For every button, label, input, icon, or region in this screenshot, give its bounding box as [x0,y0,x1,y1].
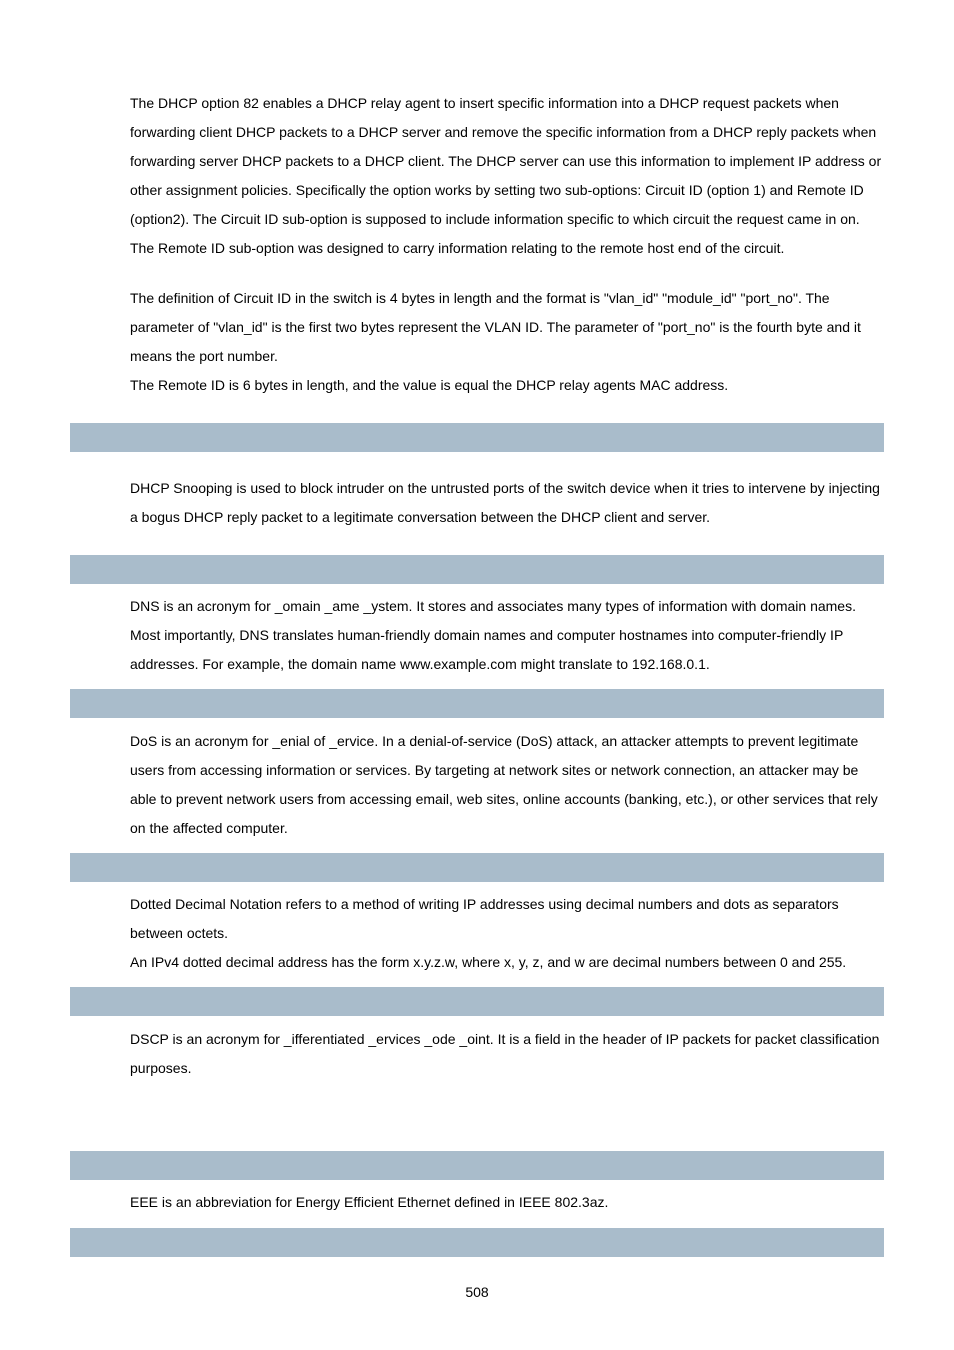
section-heading-bar [70,689,884,718]
section-heading-bar [70,1151,884,1180]
section-heading-bar [70,853,884,882]
dhcp-option82-paragraph-1: The DHCP option 82 enables a DHCP relay agent to insert specific information into a DHCP request packets when forwarding client DHCP packets to a DHCP server and remove the specific information from a DHCP reply packets when forwarding server DHCP packets to a DHCP client. The DHCP server can use this information to implement IP address or other assignment policies. Specifically the option works by setting two sub-options: Circuit ID (option 1) and Remote ID (option2). The Circuit ID sub-option is supposed to include information specific to which circuit the request came in on. The Remote ID sub-option was designed to carry information relating to the remote host end of the circuit. [130,95,882,256]
dotted-decimal-paragraph-1: Dotted Decimal Notation refers to a method of writing IP addresses using decimal numbers and dots as separators between octets. [130,896,839,941]
dscp-text: DSCP is an acronym for _ifferentiated _ervices _ode _oint. It is a field in the header of IP packets for packet classification purposes. [130,1031,880,1076]
dns-text: DNS is an acronym for _omain _ame _ystem. It stores and associates many types of information with domain names. Most importantly, DNS translates human-friendly domain names and computer hostnames into computer-friendly IP addresses. For example, the domain name www.example.com might translate to 192.168.0.1. [130,598,856,672]
dos-text: DoS is an acronym for _enial of _ervice. In a denial-of-service (DoS) attack, an attacker attempts to prevent legitimate users from accessing information or services. By targeting at network sites or network connection, an attacker may be able to prevent network users from accessing email, web sites, online accounts (banking, etc.), or other services that rely on the affected computer. [130,733,878,836]
dhcp-option82-paragraph-3: The Remote ID is 6 bytes in length, and the value is equal the DHCP relay agents MAC address. [130,377,729,393]
dhcp-option82-paragraph-2: The definition of Circuit ID in the switch is 4 bytes in length and the format is "vlan_id" "module_id" "port_no". The parameter of "vlan_id" is the first two bytes represent the VLAN ID. The parameter of "port_no" is the fourth byte and it means the port number. [130,290,861,364]
page-number: 508 [465,1284,489,1300]
section-heading-bar [70,423,884,452]
dotted-decimal-paragraph-2: An IPv4 dotted decimal address has the form x.y.z.w, where x, y, z, and w are decimal numbers between 0 and 255. [130,954,847,970]
section-heading-bar [70,987,884,1016]
eee-text: EEE is an abbreviation for Energy Efficient Ethernet defined in IEEE 802.3az. [130,1194,609,1210]
dhcp-snooping-text: DHCP Snooping is used to block intruder on the untrusted ports of the switch device when it tries to intervene by injecting a bogus DHCP reply packet to a legitimate conversation between the DHCP client and server. [130,480,880,525]
section-heading-bar [70,555,884,584]
section-heading-bar [70,1228,884,1257]
